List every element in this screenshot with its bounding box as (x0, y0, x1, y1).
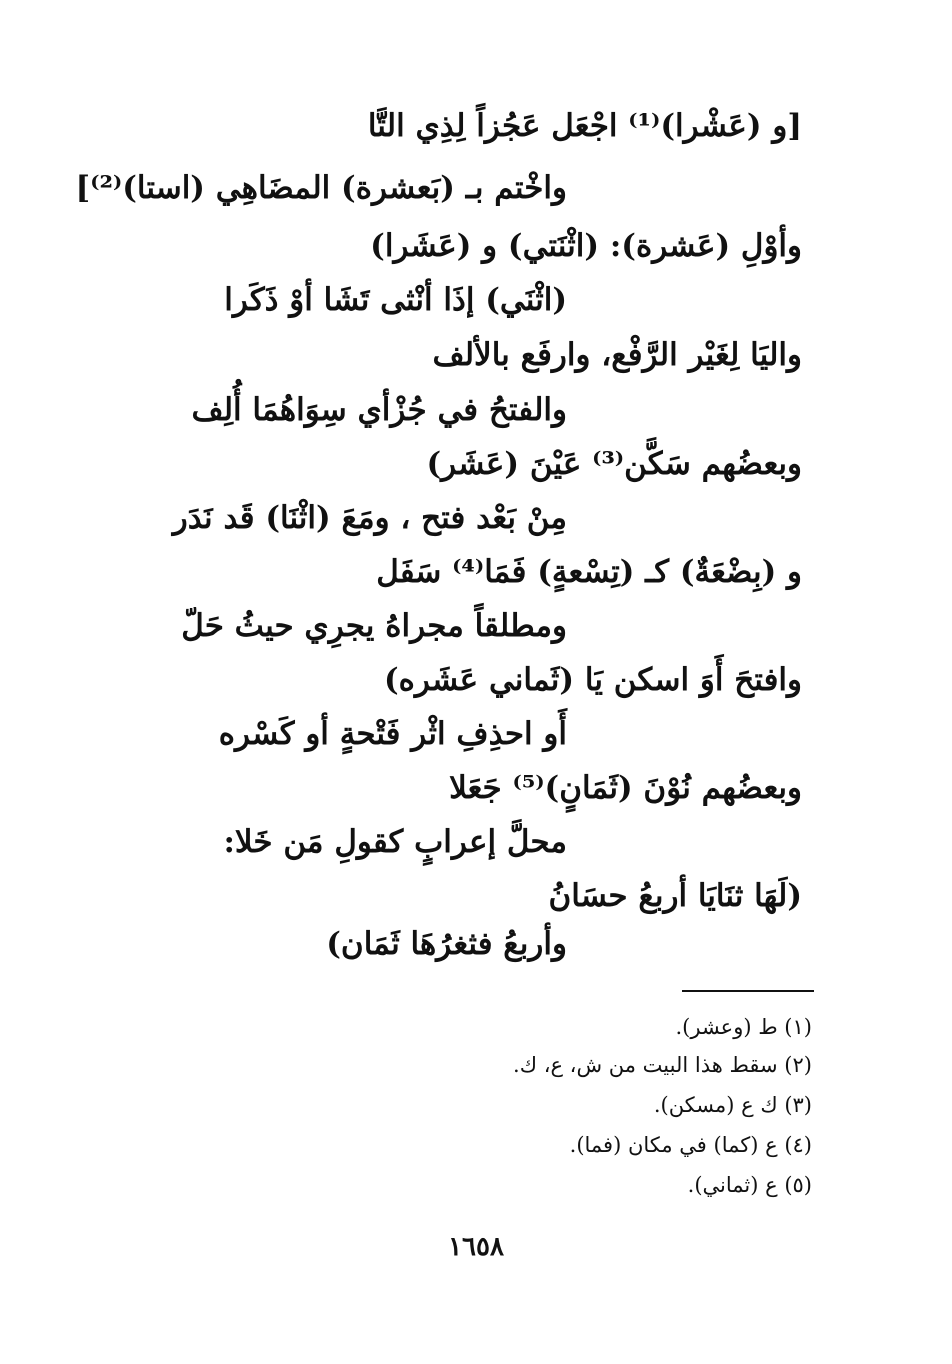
verse-3-first-hemistich: واليَا لِغَيْر الرَّفْع، وارفَع بالألف (432, 337, 802, 373)
verse-7-first-hemistich: وبعضُهم نُوْنَ (ثَمَانٍ)⁽⁵⁾ جَعَلا (449, 770, 802, 806)
footnote-3: (٣) ك ع (مسكن). (653, 1093, 812, 1117)
page-number: ١٦٥٨ (448, 1232, 504, 1262)
footnote-4: (٤) ع (كما) في مكان (فما). (569, 1133, 812, 1157)
verse-6-first-hemistich: وافتحَ أَوَ اسكن يَا (ثَماني عَشَره) (384, 662, 802, 698)
verse-8-second-hemistich: وأربعُ فثغرُهَا ثَمَان) (326, 926, 567, 962)
verse-4-second-hemistich: مِنْ بَعْد فتح ، ومَعَ (اثْنَا) قَد نَدَر (172, 500, 567, 536)
verse-3-second-hemistich: والفتحُ في جُزْأي سِوَاهُمَا أُلِف (191, 392, 567, 428)
footnote-2: (٢) سقط هذا البيت من ش، ع، ك. (513, 1053, 812, 1077)
verse-7-second-hemistich: محلَّ إعرابٍ كقولِ مَن خَلا: (223, 824, 567, 860)
verse-2-first-hemistich: وأوْلِ (عَشرة): (اثْنَتي) و (عَشَرا) (370, 228, 802, 264)
footnote-5: (٥) ع (ثماني). (687, 1173, 812, 1197)
verse-6-second-hemistich: أَو احذِفِ اثْر فَتْحةٍ أو كَسْره (218, 716, 567, 752)
verse-1-first-hemistich: [و (عَشْرا)⁽¹⁾ اجْعَل عَجُزاً لِذِي التَّا (367, 108, 802, 144)
verse-5-second-hemistich: ومطلقاً مجراهُ يجرِي حيثُ حَلّ (181, 608, 567, 644)
verse-2-second-hemistich: (اثْنَي) إذَا أنْثى تَشَا أوْ ذَكَرا (224, 282, 567, 318)
verse-4-first-hemistich: وبعضُهم سَكَّن⁽³⁾ عَيْنَ (عَشَر) (426, 446, 802, 482)
footnote-divider (682, 990, 814, 992)
verse-8-first-hemistich: (لَهَا ثنَايَا أربعُ حسَانُ (548, 878, 802, 914)
verse-5-first-hemistich: و (بِضْعَةٌ) كـ (تِسْعةٍ) فَمَا⁽⁴⁾ سَفَل (376, 554, 802, 590)
verse-1-second-hemistich: واخْتم بـ (بَعشرة) المضَاهِي (استا)⁽²⁾] (75, 170, 567, 206)
footnote-1: (١) ط (وعشر). (675, 1015, 812, 1039)
